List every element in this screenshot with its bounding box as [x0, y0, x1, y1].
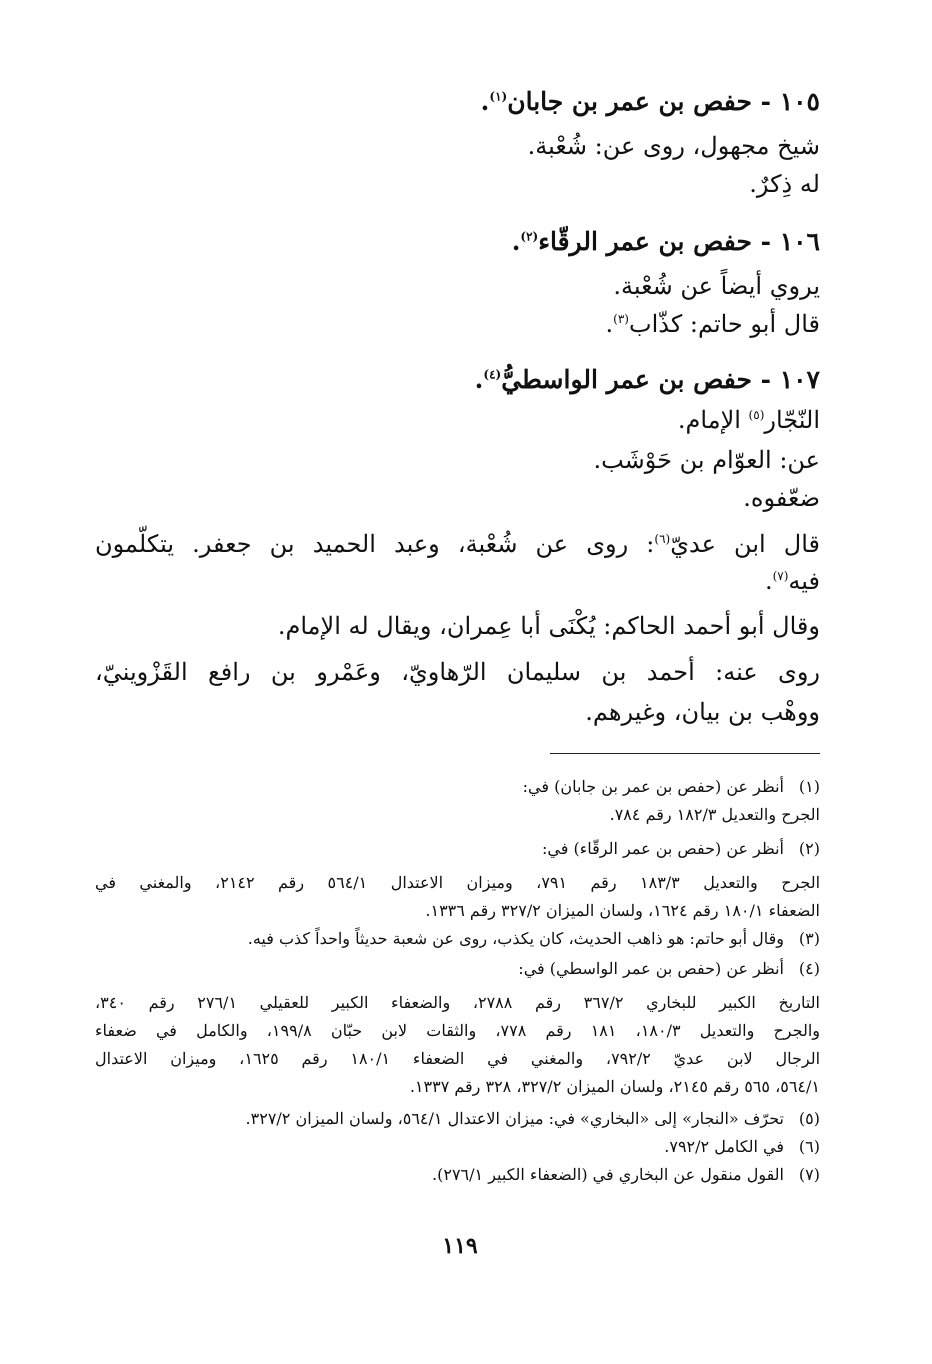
- entry-107-line-7: روى عنه: أحمد بن سليمان الرّهاويّ، وعَمْرو بن رافع القَزْوينيّ،: [95, 658, 820, 686]
- entry-105-heading: [481, 84, 820, 120]
- entry-105-line-2: له ذِكرٌ.: [749, 170, 820, 198]
- footnote-2: [542, 836, 820, 862]
- footnote-1: [523, 774, 820, 800]
- footnote-7-text: القول منقول عن البخاري في (الضعفاء الكبير ٢٧٦/١).: [432, 1165, 784, 1184]
- footnote-6: [664, 1134, 820, 1160]
- footnote-4: [518, 956, 820, 982]
- footnote-3-number: (٣): [798, 929, 820, 948]
- footnote-2-cont-1: الجرح والتعديل ١٨٣/٣ رقم ٧٩١، وميزان الاعتدال ٥٦٤/١ رقم ٢١٤٢، والمغني في: [95, 873, 821, 892]
- entry-106-line-2: [606, 306, 821, 342]
- footnote-4-cont-1: التاريخ الكبير للبخاري ٣٦٧/٢ رقم ٢٧٨٨، والضعفاء الكبير للعقيلي ٢٧٦/١ رقم ٣٤٠،: [95, 993, 820, 1012]
- entry-107-line-4-end: : روى عن شُعْبة، وعبد الحميد بن جعفر. يتكلّمون: [95, 530, 655, 558]
- footnote-divider: [550, 753, 820, 754]
- entry-107-line-5: [765, 563, 820, 599]
- footnote-6-text: في الكامل ٧٩٢/٢.: [664, 1137, 784, 1156]
- footnote-6-number: (٦): [798, 1137, 820, 1156]
- footnote-ref-2[interactable]: (٢): [520, 229, 539, 244]
- entry-107-line-8: ووهْب بن بيان، وغيرهم.: [585, 698, 820, 726]
- entry-106-line-2-end: .: [605, 310, 614, 338]
- footnote-5-text: تحرّف «النجار» إلى «البخاري» في: ميزان الاعتدال ٥٦٤/١، ولسان الميزان ٣٢٧/٢.: [245, 1109, 784, 1128]
- entry-106-line-1: يروي أيضاً عن شُعْبة.: [613, 272, 820, 300]
- entry-107-line-5-end: .: [764, 567, 773, 595]
- footnote-4-cont-3: الرجال لابن عديّ ٧٩٢/٢، والمغني في الضعفاء ١٨٠/١ رقم ١٦٢٥، وميزان الاعتدال: [95, 1049, 821, 1068]
- footnote-ref-1[interactable]: (١): [489, 89, 508, 104]
- footnote-ref-7[interactable]: (٧): [772, 569, 789, 583]
- entry-107-line-2: عن: العوّام بن حَوْشَب.: [593, 446, 820, 474]
- entry-107-line-1: [678, 402, 820, 438]
- entry-107-heading: [475, 362, 820, 398]
- page-number: ١١٩: [442, 1233, 478, 1259]
- entry-106-heading: [512, 224, 820, 260]
- footnote-1-number: (١): [798, 777, 820, 796]
- entry-105-title-end: .: [480, 87, 490, 116]
- book-page: [95, 80, 820, 1280]
- footnote-4-text: أنظر عن (حفص بن عمر الواسطي) في:: [518, 959, 784, 978]
- footnote-5-number: (٥): [798, 1109, 820, 1128]
- entry-107-line-1-text: النّجّار: [764, 406, 820, 434]
- footnote-2-number: (٢): [798, 839, 820, 858]
- footnote-2-cont-2: الضعفاء ١٨٠/١ رقم ١٦٢٤، ولسان الميزان ٣٢٧/٢ رقم ١٣٣٦.: [425, 901, 820, 920]
- entry-107-title: ١٠٧ - حفص بن عمر الواسطيُّ: [501, 365, 820, 394]
- footnote-ref-5[interactable]: (٥): [748, 408, 765, 422]
- footnote-4-number: (٤): [798, 959, 820, 978]
- footnote-1-text: أنظر عن (حفص بن عمر بن جابان) في:: [522, 777, 784, 796]
- footnote-ref-3[interactable]: (٣): [613, 312, 629, 326]
- footnote-5: [246, 1106, 820, 1132]
- entry-105-title: ١٠٥ - حفص بن عمر بن جابان: [507, 87, 820, 116]
- entry-107-line-6: وقال أبو أحمد الحاكم: يُكْنَى أبا عِمران، ويقال له الإمام.: [277, 612, 820, 640]
- footnote-ref-4[interactable]: (٤): [483, 367, 502, 382]
- entry-107-title-end: .: [474, 365, 484, 394]
- footnote-7-number: (٧): [798, 1165, 820, 1184]
- footnote-2-text: أنظر عن (حفص بن عمر الرقّاء) في:: [542, 839, 784, 858]
- entry-105-line-1: شيخ مجهول، روى عن: شُعْبة.: [527, 132, 820, 160]
- footnote-3: [248, 926, 820, 952]
- footnote-3-text: وقال أبو حاتم: هو ذاهب الحديث، كان يكذب، روى عن شعبة حديثاً واحداً كذب فيه.: [247, 929, 784, 948]
- footnote-4-cont-2: والجرح والتعديل ١٨٠/٣، ١٨١ رقم ٧٧٨، والثقات لابن حبّان ١٩٩/٨، والكامل في ضعفاء: [95, 1021, 821, 1040]
- entry-107-line-4-text: قال ابن عديّ: [670, 530, 820, 558]
- entry-106-line-2-text: قال أبو حاتم: كذّاب: [628, 310, 820, 338]
- footnote-1-cont-1: الجرح والتعديل ١٨٢/٣ رقم ٧٨٤.: [609, 805, 820, 824]
- footnote-7: [432, 1162, 820, 1188]
- entry-106-title-end: .: [511, 227, 521, 256]
- entry-107-line-4: [95, 526, 820, 562]
- entry-107-line-5-text: فيه: [788, 567, 820, 595]
- entry-107-line-3: ضعّفوه.: [743, 484, 820, 512]
- entry-106-title: ١٠٦ - حفص بن عمر الرقّاء: [538, 227, 820, 256]
- entry-107-line-1-end: الإمام.: [677, 406, 749, 434]
- footnote-ref-6[interactable]: (٦): [654, 532, 671, 546]
- footnote-4-cont-4: ٥٦٤/١، ٥٦٥ رقم ٢١٤٥، ولسان الميزان ٣٢٧/٢، ٣٢٨ رقم ١٣٣٧.: [409, 1077, 820, 1096]
